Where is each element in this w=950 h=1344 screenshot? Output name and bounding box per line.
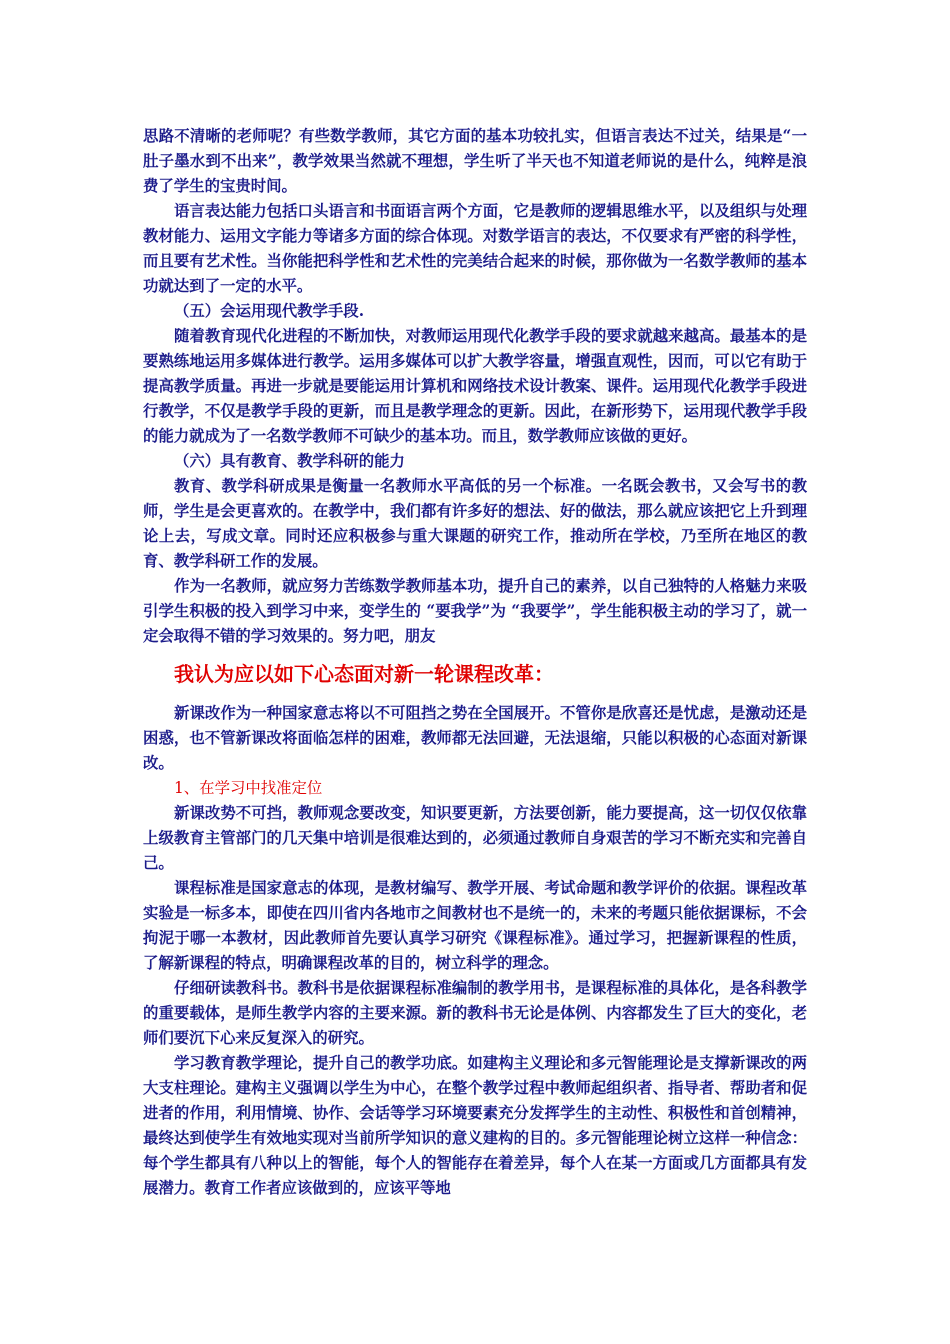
document-page <box>143 124 807 1201</box>
paragraph-12: 学习教育教学理论，提升自己的教学功底。如建构主义理论和多元智能理论是支撑新课改的两大支柱理论。建构主义强调以学生为中心，在整个教学过程中教师起组织者、指导者、帮助者和促进者的作用，利用情境、协作、会话等学习环境要素充分发挥学生的主动性、积极性和首创精神，最终达到使学生有效地实现对当前所学知识的意义建构的目的。多元智能理论树立这样一种信念：每个学生都具有八种以上的智能，每个人的智能存在着差异，每个人在某一方面或几方面都具有发展潜力。教育工作者应该做到的，应该平等地 <box>143 1054 807 1197</box>
subheading-1: 1、在学习中找准定位 <box>174 779 323 797</box>
paragraph-2: 语言表达能力包括口头语言和书面语言两个方面，它是教师的逻辑思维水平，以及组织与处理教材能力、运用文字能力等诸多方面的综合体现。对数学语言的表达，不仅要求有严密的科学性，而且要有艺术性。当你能把科学性和艺术性的完美结合起来的时候，那你做为一名数学教师的基本功就达到了一定的水平。 <box>143 202 807 295</box>
paragraph-10: 课程标准是国家意志的体现，是教材编写、教学开展、考试命题和教学评价的依据。课程改革实验是一标多本，即使在四川省内各地市之间教材也不是统一的，未来的考题只能依据课标，不会拘泥于哪一本教材，因此教师首先要认真学习研究《课程标准》。通过学习，把握新课程的性质，了解新课程的特点，明确课程改革的目的，树立科学的理念。 <box>143 879 807 972</box>
subheading-5: （五）会运用现代教学手段. <box>174 302 365 320</box>
paragraph-7: 作为一名教师，就应努力苦练数学教师基本功，提升自己的素养，以自己独特的人格魅力来吸引学生积极的投入到学习中来，变学生的 “要我学”为 “我要学”，学生能积极主动的学习了，就一定会取得不错的学习效果的。努力吧，朋友 <box>143 577 807 645</box>
paragraph-4: 随着教育现代化进程的不断加快，对教师运用现代化教学手段的要求就越来越高。最基本的是要熟练地运用多媒体进行教学。运用多媒体可以扩大教学容量，增强直观性，因而，可以它有助于提高教学质量。再进一步就是要能运用计算机和网络技术设计教案、课件。运用现代化教学手段进行教学，不仅是教学手段的更新，而且是教学理念的更新。因此，在新形势下，运用现代教学手段的能力就成为了一名数学教师不可缺少的基本功。而且，数学教师应该做的更好。 <box>143 327 807 445</box>
paragraph-11: 仔细研读教科书。教科书是依据课程标准编制的教学用书，是课程标准的具体化，是各科教学的重要载体，是师生教学内容的主要来源。新的教科书无论是体例、内容都发生了巨大的变化，老师们要沉下心来反复深入的研究。 <box>143 979 807 1047</box>
subheading-6: （六）具有教育、教学科研的能力 <box>174 452 405 470</box>
section-heading: 我认为应以如下心态面对新一轮课程改革： <box>174 662 554 686</box>
paragraph-6: 教育、教学科研成果是衡量一名教师水平高低的另一个标准。一名既会教书，又会写书的教师，学生是会更喜欢的。在教学中，我们都有许多好的想法、好的做法，那么就应该把它上升到理论上去，写成文章。同时还应积极参与重大课题的研究工作，推动所在学校，乃至所在地区的教育、教学科研工作的发展。 <box>143 477 807 570</box>
paragraph-9: 新课改势不可挡，教师观念要改变，知识要更新，方法要创新，能力要提高，这一切仅仅依靠上级教育主管部门的几天集中培训是很难达到的，必须通过教师自身艰苦的学习不断充实和完善自己。 <box>143 804 807 872</box>
paragraph-1: 思路不清晰的老师呢？有些数学教师，其它方面的基本功较扎实，但语言表达不过关，结果是“一肚子墨水到不出来”，教学效果当然就不理想，学生听了半天也不知道老师说的是什么，纯粹是浪费了学生的宝贵时间。 <box>143 127 807 195</box>
paragraph-8: 新课改作为一种国家意志将以不可阻挡之势在全国展开。不管你是欣喜还是忧虑，是激动还是困惑，也不管新课改将面临怎样的困难，教师都无法回避，无法退缩，只能以积极的心态面对新课改。 <box>143 704 807 772</box>
